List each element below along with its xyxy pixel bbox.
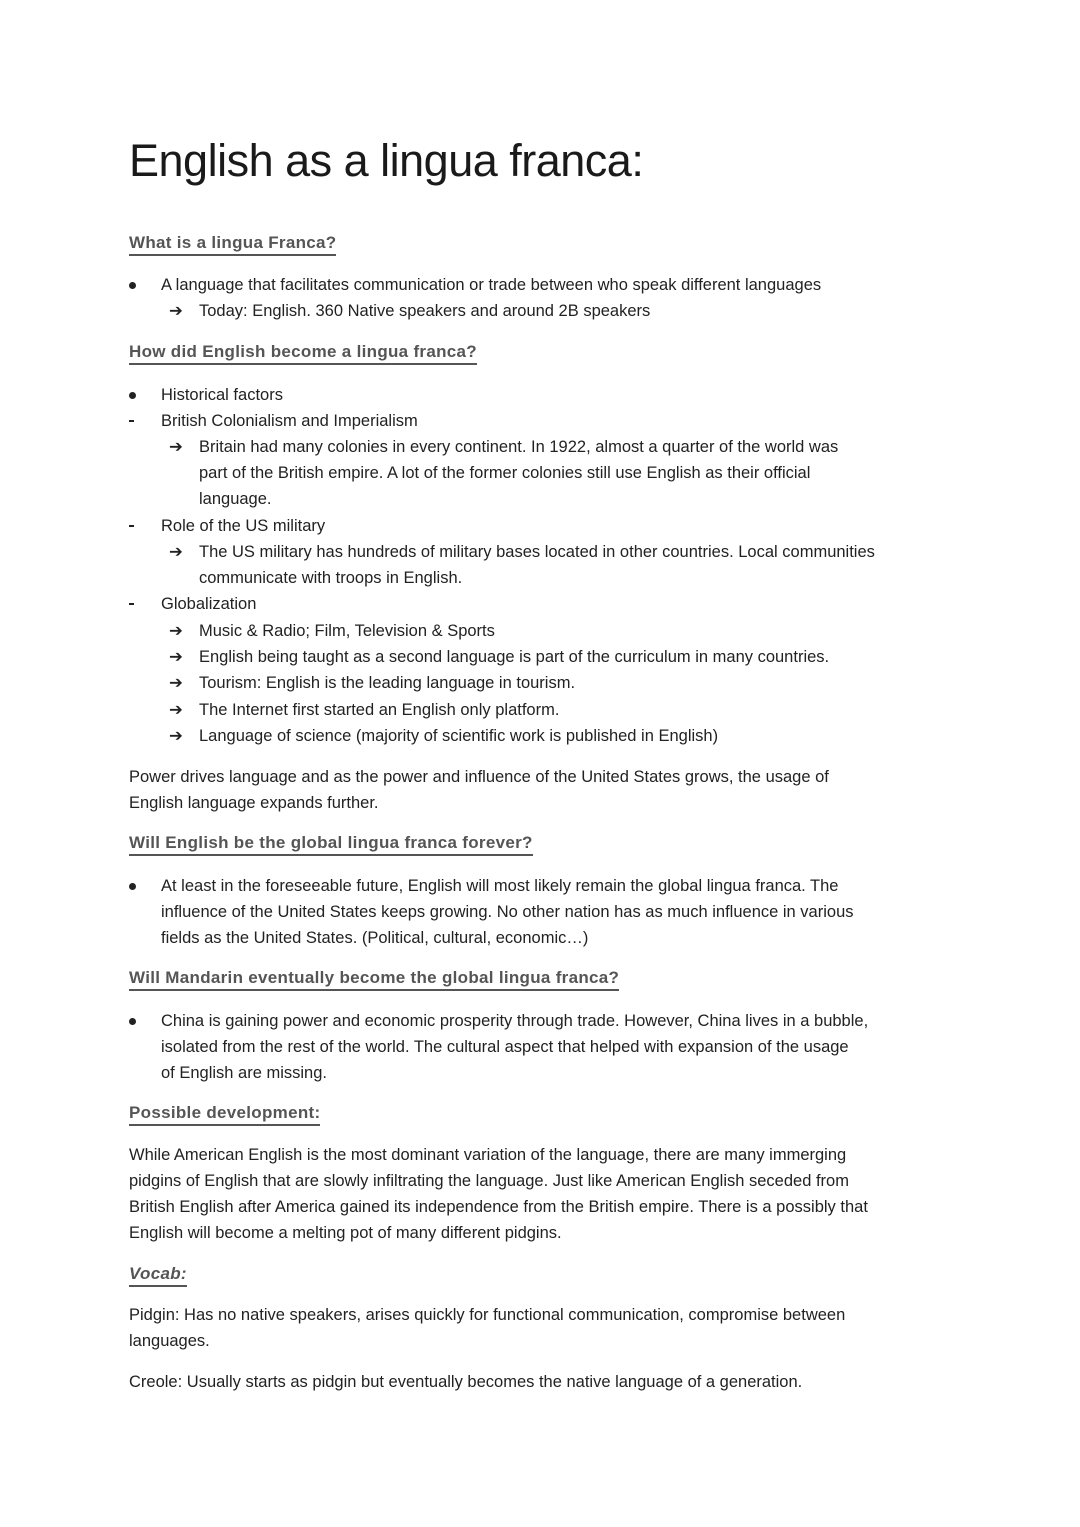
paragraph-line: English will become a melting pot of many different pidgins. (129, 1224, 562, 1242)
bullet-text: China is gaining power and economic prosperity through trade. However, China lives in a bubble, (161, 1012, 869, 1030)
bullet-text: A language that facilitates communication or trade between who speak different languages (161, 276, 822, 294)
heading-how-did-english-become: How did English become a lingua franca? (129, 342, 477, 365)
dash-icon (129, 420, 134, 422)
bullet-text: influence of the United States keeps growing. No other nation has as much influence in various (161, 903, 854, 921)
bullet-dot-icon (129, 392, 136, 399)
arrow-icon: ➔ (169, 727, 183, 745)
arrow-icon: ➔ (169, 701, 183, 719)
arrow-text: Today: English. 360 Native speakers and around 2B speakers (199, 302, 651, 320)
dash-icon (129, 603, 134, 605)
paragraph-line: English language expands further. (129, 794, 379, 812)
arrow-icon: ➔ (169, 648, 183, 666)
heading-english-forever: Will English be the global lingua franca forever? (129, 833, 533, 856)
heading-what-is-lingua-franca: What is a lingua Franca? (129, 233, 336, 256)
heading-vocab: Vocab: (129, 1264, 187, 1287)
arrow-text: language. (199, 490, 272, 508)
vocab-pidgin: Pidgin: Has no native speakers, arises quickly for functional communication, compromise between (129, 1306, 846, 1324)
paragraph-line: Power drives language and as the power and influence of the United States grows, the usage of (129, 768, 829, 786)
paragraph-line: While American English is the most dominant variation of the language, there are many immerging (129, 1146, 847, 1164)
arrow-text: The US military has hundreds of military bases located in other countries. Local communities (199, 543, 875, 561)
arrow-text: The Internet first started an English only platform. (199, 701, 560, 719)
arrow-icon: ➔ (169, 543, 183, 561)
arrow-text: part of the British empire. A lot of the former colonies still use English as their official (199, 464, 811, 482)
dash-text: Globalization (161, 595, 257, 613)
arrow-icon: ➔ (169, 438, 183, 456)
bullet-text: fields as the United States. (Political, cultural, economic…) (161, 929, 589, 947)
heading-mandarin: Will Mandarin eventually become the global lingua franca? (129, 968, 619, 991)
vocab-creole: Creole: Usually starts as pidgin but eventually becomes the native language of a generation. (129, 1373, 803, 1391)
bullet-dot-icon (129, 282, 136, 289)
bullet-dot-icon (129, 883, 136, 890)
bullet-text: At least in the foreseeable future, English will most likely remain the global lingua franca. The (161, 877, 839, 895)
arrow-text: Britain had many colonies in every continent. In 1922, almost a quarter of the world was (199, 438, 839, 456)
bullet-dot-icon (129, 1018, 136, 1025)
paragraph-line: British English after America gained its independence from the British empire. There is a possibly that (129, 1198, 868, 1216)
arrow-icon: ➔ (169, 622, 183, 640)
dash-icon (129, 525, 134, 527)
arrow-text: Tourism: English is the leading language in tourism. (199, 674, 576, 692)
paragraph-line: pidgins of English that are slowly infiltrating the language. Just like American English seceded from (129, 1172, 849, 1190)
page-title: English as a lingua franca: (129, 135, 644, 186)
bullet-text: Historical factors (161, 386, 283, 404)
arrow-text: Language of science (majority of scientific work is published in English) (199, 727, 719, 745)
arrow-icon: ➔ (169, 302, 183, 320)
heading-possible-development: Possible development: (129, 1103, 320, 1126)
arrow-icon: ➔ (169, 674, 183, 692)
dash-text: Role of the US military (161, 517, 326, 535)
bullet-text: of English are missing. (161, 1064, 327, 1082)
arrow-text: English being taught as a second language is part of the curriculum in many countries. (199, 648, 830, 666)
vocab-pidgin: languages. (129, 1332, 210, 1350)
bullet-text: isolated from the rest of the world. The cultural aspect that helped with expansion of the usage (161, 1038, 849, 1056)
arrow-text: communicate with troops in English. (199, 569, 463, 587)
dash-text: British Colonialism and Imperialism (161, 412, 418, 430)
arrow-text: Music & Radio; Film, Television & Sports (199, 622, 495, 640)
